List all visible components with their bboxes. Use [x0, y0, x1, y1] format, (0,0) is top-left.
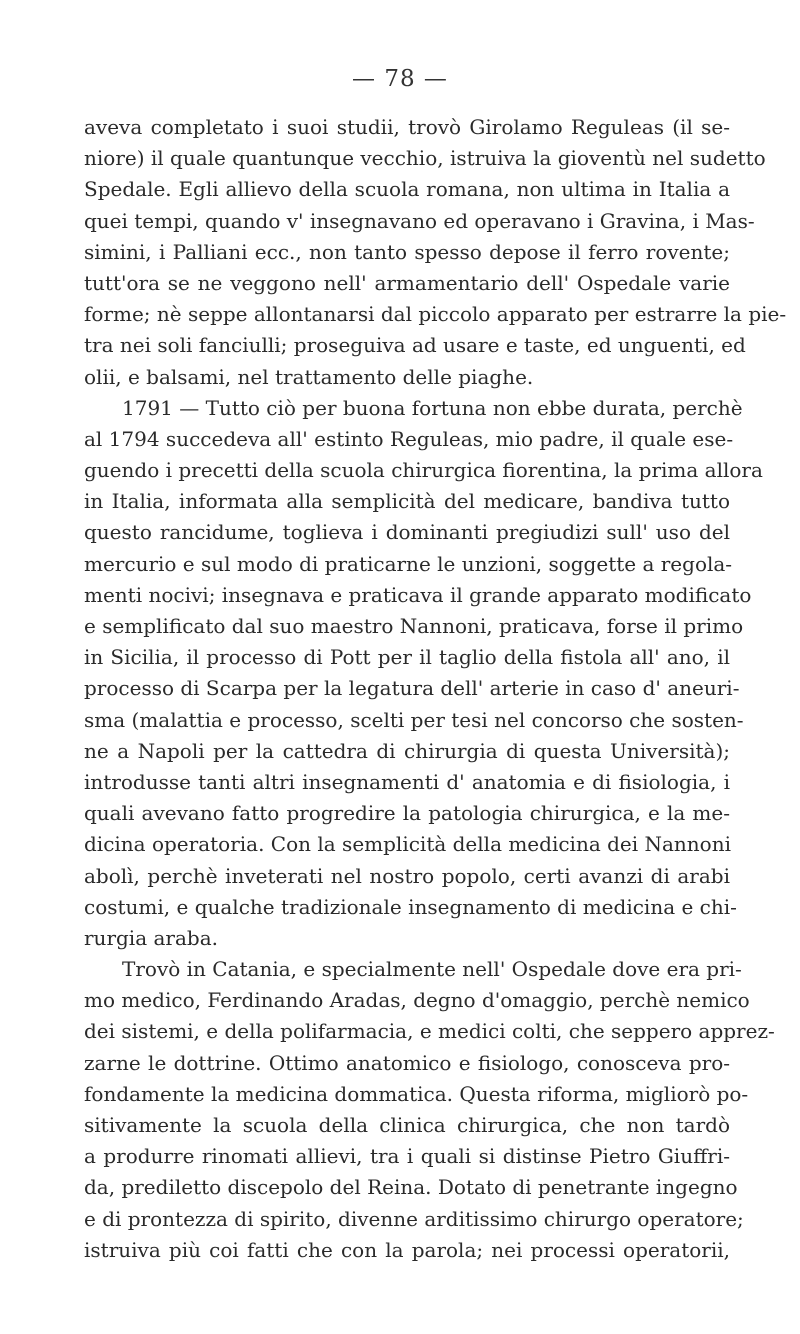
text-line: introdusse tanti altri insegnamenti d' anatomia e di fisiologia, i — [84, 769, 730, 794]
body-text — [84, 112, 787, 1266]
text-line: 1791 — Tutto ciò per buona fortuna non ebbe durata, perchè — [122, 395, 743, 420]
text-line: e di prontezza di spirito, divenne arditissimo chirurgo operatore; — [84, 1206, 744, 1231]
text-line: dei sistemi, e della polifarmacia, e medici colti, che seppero apprez- — [84, 1019, 775, 1044]
text-line: processo di Scarpa per la legatura dell' arterie in caso d' aneuri- — [84, 676, 740, 701]
text-line: Trovò in Catania, e specialmente nell' Ospedale dove era pri- — [122, 957, 742, 982]
text-line: da, prediletto discepolo del Reina. Dotato di penetrante ingegno — [84, 1175, 738, 1200]
text-line: aveva completato i suoi studii, trovò Girolamo Reguleas (il se- — [84, 115, 730, 139]
text-line: in Italia, informata alla semplicità del medicare, bandiva tutto — [84, 489, 730, 514]
text-line: zarne le dottrine. Ottimo anatomico e fisiologo, conosceva pro- — [84, 1050, 730, 1075]
page-number: — 78 — — [352, 66, 448, 92]
text-line: Spedale. Egli allievo della scuola romana, non ultima in Italia a — [84, 177, 730, 202]
text-line: simini, i Palliani ecc., non tanto spesso depose il ferro rovente; — [84, 239, 730, 264]
text-line: tutt'ora se ne veggono nell' armamentario dell' Ospedale varie — [84, 270, 730, 295]
text-line: ne a Napoli per la cattedra di chirurgia di questa Università); — [84, 738, 730, 763]
text-line: guendo i precetti della scuola chirurgica fiorentina, la prima allora — [84, 458, 763, 483]
text-line: istruiva più coi fatti che con la parola; nei processi operatorii, — [84, 1237, 730, 1262]
text-line: e semplificato dal suo maestro Nannoni, praticava, forse il primo — [84, 614, 744, 638]
text-line: sma (malattia e processo, scelti per tesi nel concorso che sosten- — [84, 707, 744, 732]
text-line: fondamente la medicina dommatica. Questa riforma, migliorò po- — [84, 1081, 749, 1106]
text-line: tra nei soli fanciulli; proseguiva ad usare e taste, ed unguenti, ed — [84, 333, 746, 358]
text-line: menti nocivi; insegnava e praticava il grande apparato modificato — [84, 582, 752, 607]
text-line: mercurio e sul modo di praticarne le unzioni, soggette a regola- — [84, 551, 733, 576]
text-line: in Sicilia, il processo di Pott per il taglio della fistola all' ano, il — [84, 645, 730, 670]
text-line: al 1794 succedeva all' estinto Reguleas, mio padre, il quale ese- — [84, 426, 734, 451]
text-line: niore) il quale quantunque vecchio, istruiva la gioventù nel sudetto — [84, 146, 766, 171]
text-line: questo rancidume, toglieva i dominanti pregiudizi sull' uso del — [84, 520, 730, 545]
text-line: rurgia araba. — [84, 925, 218, 950]
text-line: olii, e balsami, nel trattamento delle piaghe. — [84, 364, 534, 389]
text-line: dicina operatoria. Con la semplicità della medicina dei Nannoni — [84, 832, 732, 857]
text-line: a produrre rinomati allievi, tra i quali si distinse Pietro Giuffri- — [84, 1144, 730, 1169]
text-line: quei tempi, quando v' insegnavano ed operavano i Gravina, i Mas- — [84, 208, 755, 233]
text-line: abolì, perchè inveterati nel nostro popolo, certi avanzi di arabi — [84, 863, 730, 888]
text-line: quali avevano fatto progredire la patologia chirurgica, e la me- — [84, 801, 730, 826]
text-line: costumi, e qualche tradizionale insegnamento di medicina e chi- — [84, 894, 737, 919]
text-line: mo medico, Ferdinando Aradas, degno d'omaggio, perchè nemico — [84, 988, 750, 1013]
text-line: forme; nè seppe allontanarsi dal piccolo apparato per estrarre la pie- — [84, 302, 787, 327]
text-line: sitivamente la scuola della clinica chirurgica, che non tardò — [84, 1113, 730, 1137]
